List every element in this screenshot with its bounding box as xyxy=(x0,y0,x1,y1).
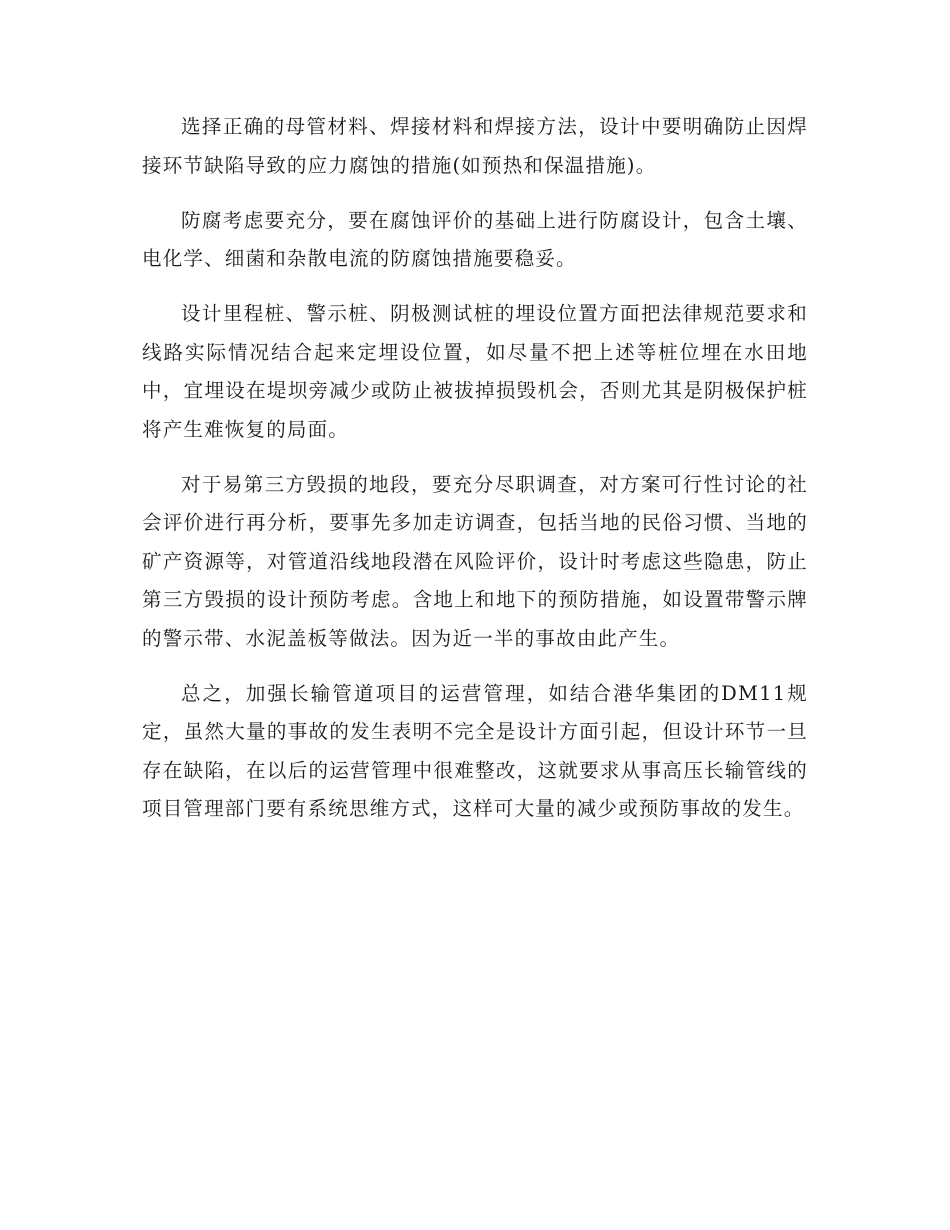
paragraph-anticorrosion: 防腐考虑要充分，要在腐蚀评价的基础上进行防腐设计，包含土壤、电化学、细菌和杂散电流的防腐蚀措施要稳妥。 xyxy=(142,208,808,270)
paragraph-conclusion: 总之，加强长输管道项目的运营管理，如结合港华集团的DM11规定，虽然大量的事故的发生表明不完全是设计方面引起，但设计环节一旦存在缺陷，在以后的运营管理中很难整改，这就要求从事高压长输管线的项目管理部门要有系统思维方式，这样可大量的减少或预防事故的发生。 xyxy=(142,681,808,820)
paragraph-third-party-damage: 对于易第三方毁损的地段，要充分尽职调查，对方案可行性讨论的社会评价进行再分析，要事先多加走访调查，包括当地的民俗习惯、当地的矿产资源等，对管道沿线地段潜在风险评价，设计时考虑这些隐患，防止第三方毁损的设计预防考虑。含地上和地下的预防措施，如设置带警示牌的警示带、水泥盖板等做法。因为近一半的事故由此产生。 xyxy=(142,472,808,650)
paragraph-marker-piles: 设计里程桩、警示桩、阴极测试桩的埋设位置方面把法律规范要求和线路实际情况结合起来定埋设位置，如尽量不把上述等桩位埋在水田地中，宜埋设在堤坝旁减少或防止被拔掉损毁机会，否则尤其是阴极保护桩将产生难恢复的局面。 xyxy=(142,302,808,441)
document-body xyxy=(142,108,808,845)
paragraph-welding-materials: 选择正确的母管材料、焊接材料和焊接方法，设计中要明确防止因焊接环节缺陷导致的应力腐蚀的措施(如预热和保温措施)。 xyxy=(142,115,808,177)
